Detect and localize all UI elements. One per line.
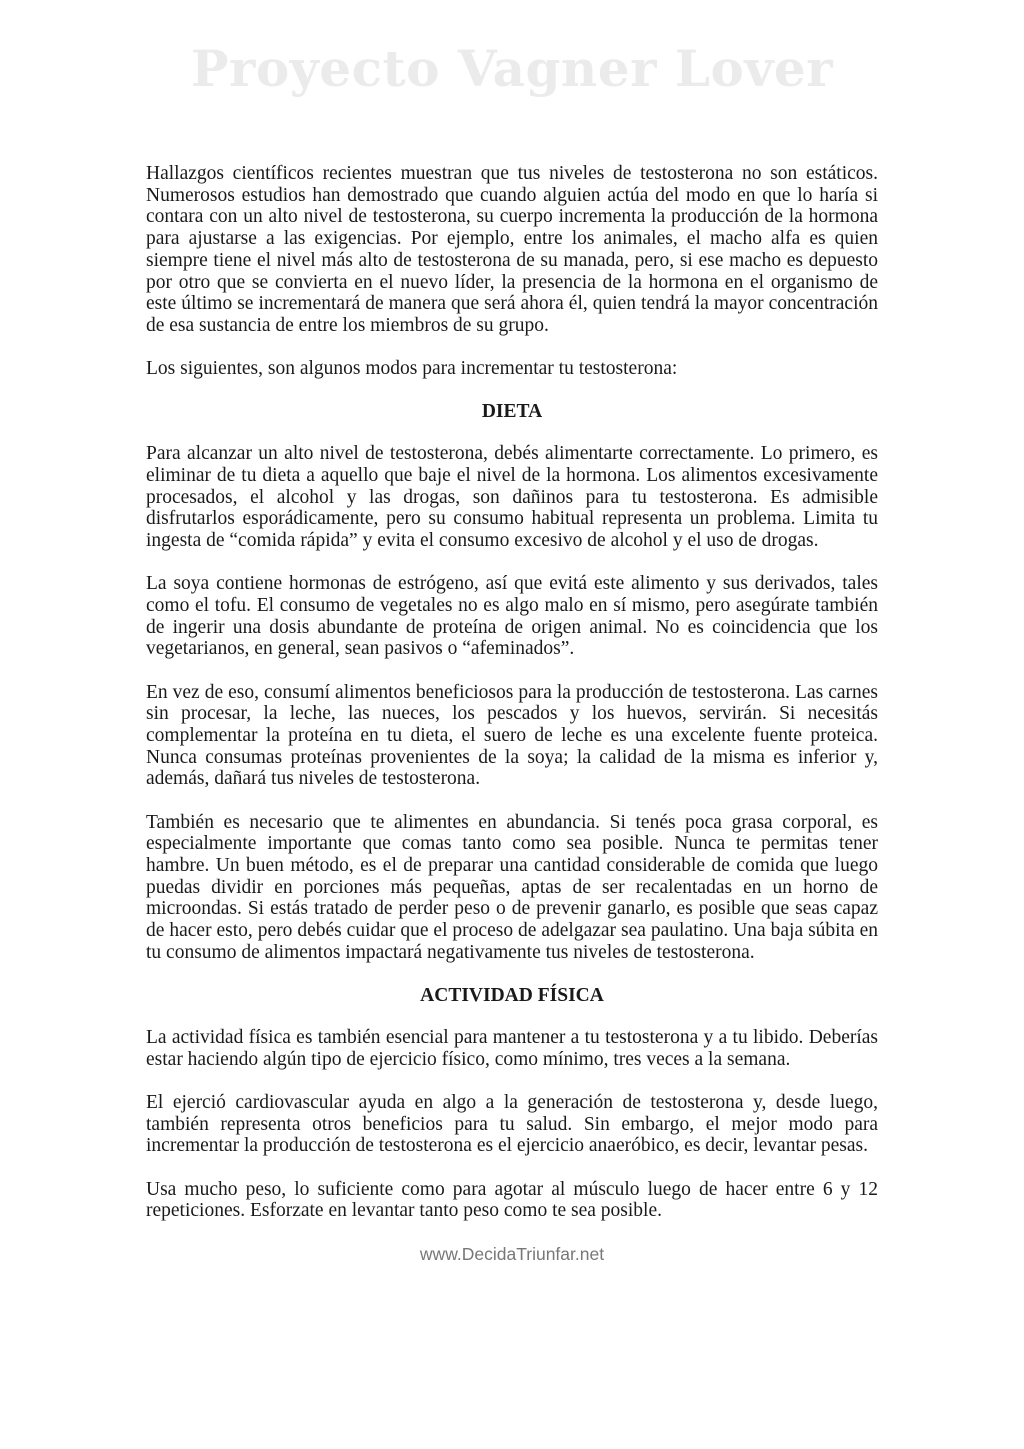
paragraph-actividad-1: La actividad física es también esencial para mantener a tu testosterona y a tu libido. Deberías estar haciendo algún tipo de ejercicio físico, como mínimo, tres veces a la semana. [146,1027,878,1070]
section-heading-dieta: DIETA [481,401,543,423]
paragraph-lead-in: Los siguientes, son algunos modos para incrementar tu testosterona: [146,358,678,380]
footer-url: www.DecidaTriunfar.net [419,1244,605,1264]
paragraph-dieta-3: En vez de eso, consumí alimentos beneficiosos para la producción de testosterona. Las carnes sin procesar, la leche, las nueces, los pescados y los huevos, servirán. Si necesitás complementar la proteína en tu dieta, el suero de leche es una excelente fuente proteica. Nunca consumas proteínas provenientes de la soya; la calidad de la misma es inferior y, además, dañará tus niveles de testosterona. [146,681,878,790]
paragraph-actividad-3: Usa mucho peso, lo suficiente como para agotar al músculo luego de hacer entre 6 y 12 repeticiones. Esforzate en levantar tanto peso como te sea posible. [146,1178,878,1222]
section-heading-actividad-fisica: ACTIVIDAD FÍSICA [420,985,604,1007]
paragraph-actividad-2: El ejerció cardiovascular ayuda en algo a la generación de testosterona y, desde luego, también representa otros beneficios para tu salud. Sin embargo, el mejor modo para incrementar la producción de testosterona es el ejercicio anaeróbico, es decir, levantar pesas. [146,1092,878,1157]
paragraph-dieta-1: Para alcanzar un alto nivel de testosterona, debés alimentarte correctamente. Lo primero, es eliminar de tu dieta a aquello que baje el nivel de la hormona. Los alimentos excesivamente procesados, el alcohol y las drogas, son dañinos para tu testosterona. Es admisible disfrutarlos esporádicamente, pero su consumo habitual representa un problema. Limita tu ingesta de “comida rápida” y evita el consumo excesivo de alcohol y el uso de drogas. [146,443,878,552]
paragraph-intro: Hallazgos científicos recientes muestran que tus niveles de testosterona no son estáticos. Numerosos estudios han demostrado que cuando alguien actúa del modo en que lo haría si contara con un alto nivel de testosterona, su cuerpo incrementa la producción de la hormona para ajustarse a las exigencias. Por ejemplo, entre los animales, el macho alfa es quien siempre tiene el nivel más alto de testosterona de su manada, pero, si ese macho es depuesto por otro que se convierta en el nuevo líder, la presencia de la hormona en el organismo de este último se incrementará de manera que será ahora él, quien tendrá la mayor concentración de esa sustancia de entre los miembros de su grupo. [146,163,878,336]
document-body [146,163,878,1244]
paragraph-dieta-2: La soya contiene hormonas de estrógeno, así que evitá este alimento y sus derivados, tales como el tofu. El consumo de vegetales no es algo malo en sí mismo, pero asegúrate también de ingerir una dosis abundante de proteína de origen animal. No es coincidencia que los vegetarianos, en general, sean pasivos o “afeminados”. [146,573,878,660]
paragraph-dieta-4: También es necesario que te alimentes en abundancia. Si tenés poca grasa corporal, es especialmente importante que comas tanto como sea posible. Nunca te permitas tener hambre. Un buen método, es el de preparar una cantidad considerable de comida que luego puedas dividir en porciones más pequeñas, aptas de ser recalentadas en un horno de microondas. Si estás tratado de perder peso o de prevenir ganarlo, es posible que seas capaz de hacer esto, pero debés cuidar que el proceso de adelgazar sea paulatino. Una baja súbita en tu consumo de alimentos impactará negativamente tus niveles de testosterona. [146,811,878,963]
watermark-title: Proyecto Vagner Lover [190,39,834,98]
